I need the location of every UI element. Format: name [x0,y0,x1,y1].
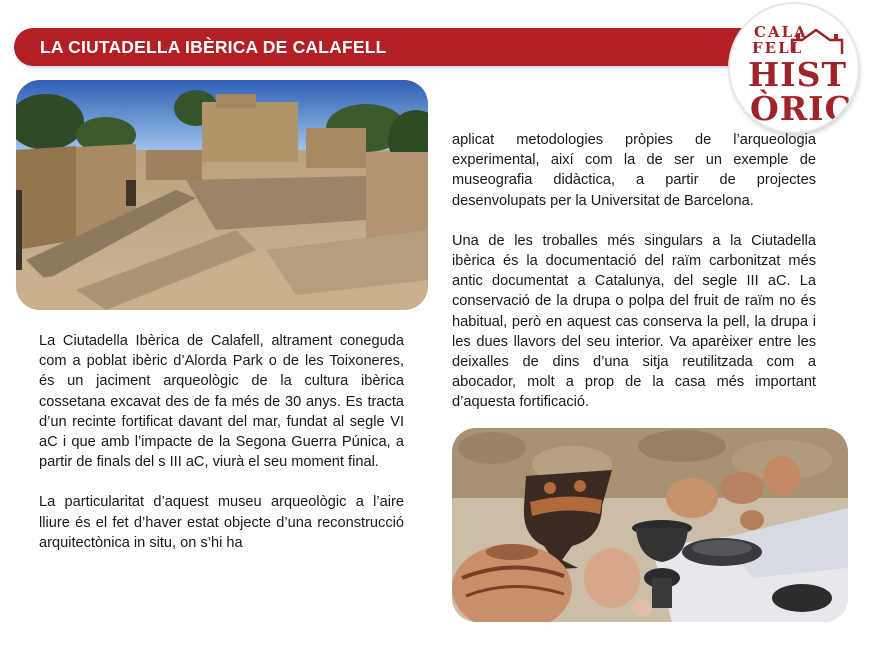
logo-text-cala: CALA [754,23,808,41]
calafell-historic-logo [730,4,858,132]
paragraph-grape-find: Una de les troballes més singulars a la Ciutadella ibèrica és la documentació del raïm carbonitzat més antic documentat a Catalunya, del segle III aC. La conservació de la drupa o polpa del fruit de raïm no és habitual, però en aquest cas conserva la pell, la drupa i les dues llavors del seu interior. Va aparèixer entre les deixalles de dins d’una sitja reutilitzada com a abocador, molt a prop de la casa més important d’aquesta fortificació. [452,232,816,411]
right-text-column [452,130,816,413]
logo-graphic [730,4,858,132]
logo-text-hist: HIST [748,55,848,94]
paragraph-methodology: aplicat metodologies pròpies de l’arqueologia experimental, així com la de ser un exemple de museografia didàctica, a partir de projectes desenvolupats per la Universitat de Barcelona. [452,132,816,209]
logo-text-fell: FELL [752,39,804,57]
paragraph-particularity: La particularitat d’aquest museu arqueològic a l’aire lliure és el fet d’haver estat objecte d’una reconstrucció arquitectònica in situ, on s’hi ha [39,494,404,551]
paragraph-intro: La Ciutadella Ibèrica de Calafell, altrament coneguda com a poblat ibèric d’Alorda Park o de les Toixoneres, és un jaciment arqueològic de la cultura ibèrica cossetana excavat des de fa més de 30 anys. Es tracta d’un recinte fortificat davant del mar, fundat al segle VI aC i que amb l’impacte de la Segona Guerra Púnica, a partir de finals del s III aC, viurà el seu moment final. [39,333,404,471]
left-text-column [39,331,404,553]
logo-text-oric: ÒRIC [750,89,852,128]
header-bar [14,28,804,66]
ruins-photo [16,80,428,310]
pottery-photo [452,428,848,622]
page-title: LA CIUTADELLA IBÈRICA DE CALAFELL [40,37,387,57]
